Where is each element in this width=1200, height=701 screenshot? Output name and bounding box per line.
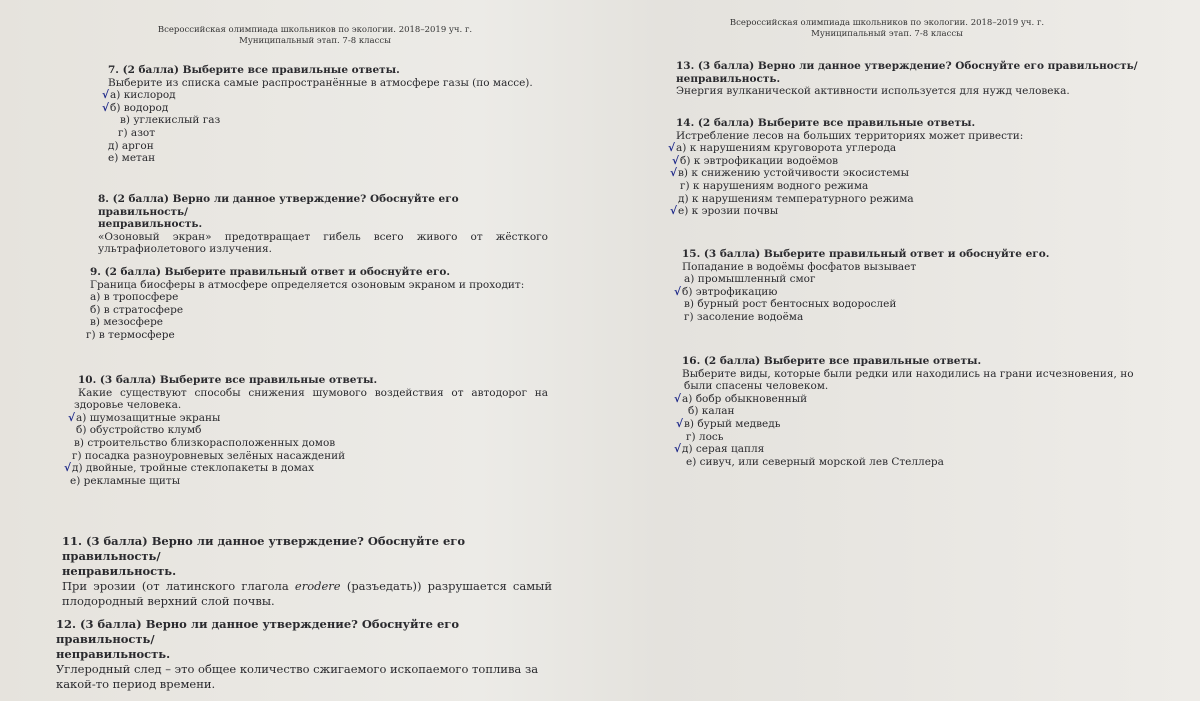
- option-d: г) засоление водоёма: [684, 310, 804, 323]
- option-b: √б) к эвтрофикации водоёмов: [672, 154, 839, 167]
- option-a: а) в тропосфере: [90, 291, 179, 304]
- check-mark-icon: √: [674, 392, 682, 405]
- option-e: д) аргон: [108, 139, 154, 152]
- option-d: г) в термосфере: [86, 328, 175, 341]
- question-8: [98, 193, 548, 256]
- check-mark-icon: √: [670, 205, 678, 218]
- question-text: «Озоновый экран» предотвращает гибель всего живого от жёсткого: [98, 230, 548, 243]
- question-text: Попадание в водоёмы фосфатов вызывает: [682, 260, 917, 273]
- question-text: Граница биосферы в атмосфере определяется озоновым экраном и проходит:: [90, 278, 525, 291]
- option-c: √в) бурый медведь: [676, 417, 781, 430]
- question-title-cont: неправильность.: [98, 218, 203, 231]
- question-text: Углеродный след – это общее количество сжигаемого ископаемого топлива за: [56, 662, 539, 676]
- option-d: г) лось: [686, 430, 724, 443]
- option-a: √а) бобр обыкновенный: [674, 392, 808, 405]
- question-title: 9. (2 балла) Выберите правильный ответ и обоснуйте его.: [90, 266, 451, 278]
- option-c: в) углекислый газ: [120, 114, 221, 127]
- question-text-cont: здоровье человека.: [74, 399, 182, 412]
- question-11: [62, 534, 552, 609]
- option-d: г) азот: [118, 126, 156, 139]
- question-title-cont: неправильность.: [676, 72, 781, 85]
- question-title: 16. (2 балла) Выберите все правильные ответы.: [682, 355, 982, 367]
- option-b: √б) водород: [102, 101, 169, 114]
- check-mark-icon: √: [102, 101, 110, 114]
- option-f: е) метан: [108, 152, 156, 165]
- question-15: [674, 248, 1152, 324]
- question-text: Какие существуют способы снижения шумового воздействия от автодорог на: [78, 386, 548, 399]
- check-mark-icon: √: [102, 89, 110, 102]
- question-text: Выберите из списка самые распространённые в атмосфере газы (по массе).: [108, 76, 533, 89]
- check-mark-icon: √: [670, 167, 678, 180]
- question-13: [676, 60, 1156, 98]
- header-line-1: Всероссийская олимпиада школьников по экологии. 2018–2019 уч. г.: [729, 18, 1045, 28]
- option-b: б) калан: [688, 405, 735, 418]
- header-line-2: Муниципальный этап. 7-8 классы: [811, 29, 963, 39]
- question-title-cont: неправильность.: [62, 564, 177, 578]
- option-a: а) промышленный смог: [684, 273, 816, 286]
- option-f: √е) к эрозии почвы: [670, 205, 779, 218]
- option-e: д) к нарушениям температурного режима: [678, 192, 914, 205]
- option-a: √а) к нарушениям круговорота углерода: [668, 142, 897, 155]
- check-mark-icon: √: [674, 285, 682, 298]
- question-title: 8. (2 балла) Верно ли данное утверждение? Обоснуйте его правильность/: [98, 193, 459, 218]
- check-mark-icon: √: [668, 142, 676, 155]
- option-d: г) к нарушениям водного режима: [680, 179, 869, 192]
- question-14: [668, 117, 1156, 218]
- option-b: √б) эвтрофикацию: [674, 285, 778, 298]
- question-text: При эрозии (от латинского глагола erodere (разъедать)) разрушается самый: [62, 579, 552, 593]
- option-f: е) рекламные щиты: [70, 474, 181, 487]
- question-title: 12. (3 балла) Верно ли данное утверждение? Обоснуйте его правильность/: [56, 617, 460, 646]
- question-text-cont: плодородный верхний слой почвы.: [62, 594, 275, 608]
- option-f: е) сивуч, или северный морской лев Стеллера: [686, 455, 944, 468]
- header-line-2: Муниципальный этап. 7-8 классы: [239, 36, 391, 46]
- question-title: 14. (2 балла) Выберите все правильные ответы.: [676, 117, 976, 129]
- question-title: 11. (3 балла) Верно ли данное утверждение? Обоснуйте его правильность/: [62, 534, 466, 563]
- question-9: [86, 266, 540, 342]
- option-c: √в) к снижению устойчивости экосистемы: [670, 167, 909, 180]
- question-10: [64, 374, 548, 487]
- page-header: [712, 18, 1062, 40]
- question-text: Выберите виды, которые были редки или находились на грани исчезновения, но: [682, 367, 1134, 380]
- check-mark-icon: √: [68, 411, 76, 424]
- option-d: г) посадка разноуровневых зелёных насаждений: [72, 449, 346, 462]
- option-a: √а) кислород: [102, 89, 176, 102]
- question-12: [56, 617, 556, 692]
- option-e: √д) двойные, тройные стеклопакеты в домах: [64, 462, 314, 475]
- question-16: [674, 355, 1162, 468]
- check-mark-icon: √: [674, 443, 682, 456]
- option-c: в) бурный рост бентосных водорослей: [684, 298, 897, 311]
- page-header: [140, 25, 490, 47]
- check-mark-icon: √: [64, 462, 72, 475]
- question-text-cont: ультрафиолетового излучения.: [98, 243, 272, 256]
- check-mark-icon: √: [676, 417, 684, 430]
- option-c: в) строительство близкорасположенных домов: [74, 436, 336, 449]
- question-text: Энергия вулканической активности используется для нужд человека.: [676, 85, 1070, 98]
- option-e: √д) серая цапля: [674, 443, 765, 456]
- question-text-cont: были спасены человеком.: [684, 380, 829, 393]
- question-title-cont: неправильность.: [56, 647, 171, 661]
- option-a: √а) шумозащитные экраны: [68, 411, 221, 424]
- check-mark-icon: √: [672, 154, 680, 167]
- option-b: б) обустройство клумб: [76, 424, 202, 437]
- question-title: 15. (3 балла) Выберите правильный ответ и обоснуйте его.: [682, 248, 1050, 260]
- right-page: [600, 0, 1200, 701]
- question-title: 13. (3 балла) Верно ли данное утверждение? Обоснуйте его правильность/: [676, 60, 1138, 72]
- header-line-1: Всероссийская олимпиада школьников по экологии. 2018–2019 уч. г.: [157, 25, 473, 35]
- option-c: в) мезосфере: [90, 316, 164, 329]
- question-text: Истребление лесов на больших территориях может привести:: [676, 129, 1024, 142]
- option-b: б) в стратосфере: [90, 303, 184, 316]
- question-text-cont: какой-то период времени.: [56, 677, 216, 691]
- question-7: [102, 64, 538, 165]
- question-title: 7. (2 балла) Выберите все правильные ответы.: [108, 64, 400, 76]
- question-title: 10. (3 балла) Выберите все правильные ответы.: [78, 374, 378, 386]
